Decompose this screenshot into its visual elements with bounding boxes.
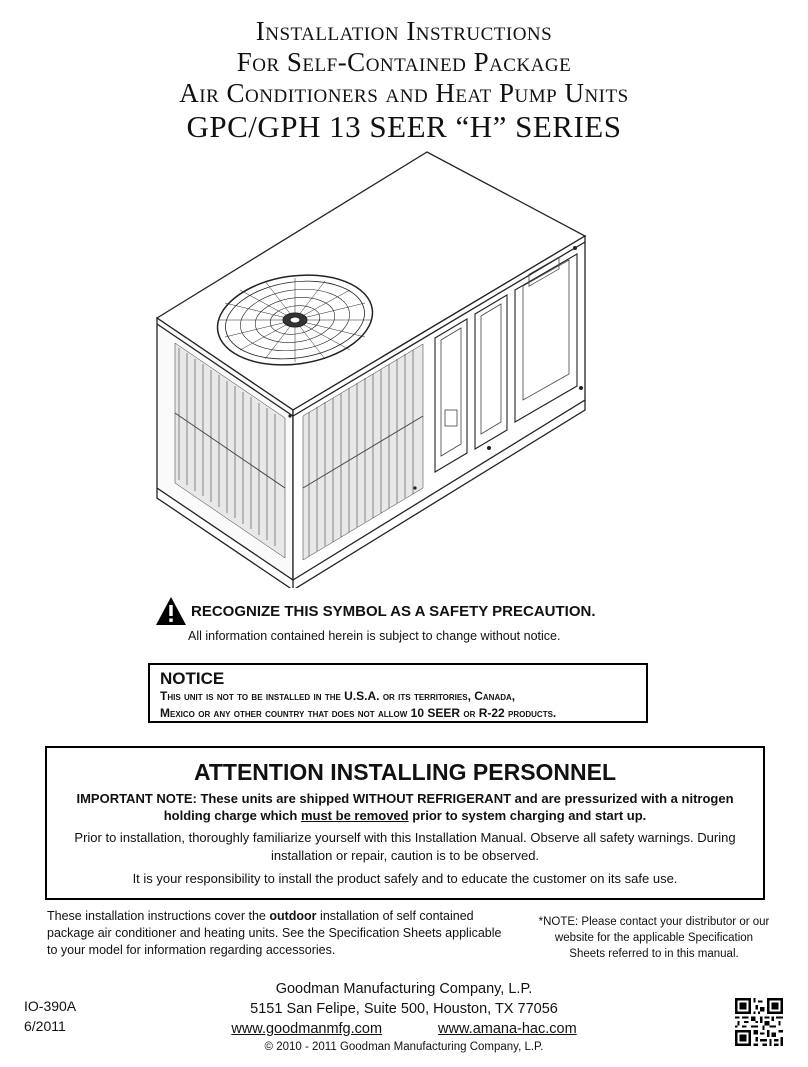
attention-title: ATTENTION INSTALLING PERSONNEL — [193, 759, 617, 785]
coverage-bold: outdoor — [269, 909, 317, 923]
title-line-2: For Self-Contained Package — [236, 47, 572, 77]
notice-line-2: Mexico or any other country that does not allow 10 SEER or R-22 products. — [160, 706, 557, 720]
document-date: 6/2011 — [24, 1018, 66, 1034]
title-line-1: Installation Instructions — [255, 16, 553, 46]
attention-box — [45, 746, 765, 900]
specification-note: *NOTE: Please contact your distributor or our website for the applicable Specification Sheets referred to in this manual. — [538, 916, 770, 960]
company-footer — [0, 979, 808, 1055]
document-id: IO-390A — [24, 998, 77, 1014]
document-title — [0, 16, 808, 145]
responsibility-paragraph: It is your responsibility to install the product safely and to educate the customer on its safe use. — [132, 871, 678, 886]
important-note — [67, 790, 743, 824]
company-links — [0, 1019, 808, 1039]
important-note-end: prior to system charging and start up. — [408, 808, 647, 823]
important-note-underlined: must be removed — [300, 808, 409, 823]
safety-symbol-text: RECOGNIZE THIS SYMBOL AS A SAFETY PRECAUTION. — [191, 602, 596, 620]
title-line-3: Air Conditioners and Heat Pump Units — [179, 78, 629, 108]
notice-title: NOTICE — [160, 669, 225, 688]
title-series: GPC/GPH 13 SEER “H” SERIES — [186, 109, 622, 144]
safety-symbol-line — [155, 596, 595, 626]
notice-line-1: This unit is not to be installed in the U.S.A. or its territories, Canada, — [160, 689, 516, 703]
coverage-paragraph — [47, 908, 507, 959]
copyright: © 2010 - 2011 Goodman Manufacturing Company, L.P. — [264, 1041, 544, 1053]
change-disclaimer: All information contained herein is subject to change without notice. — [188, 629, 561, 643]
coverage-text-end: installation of self contained package air conditioner and heating units. See the Specification Sheets applicable to your model for information regarding accessories. — [47, 909, 502, 957]
qr-code-icon — [735, 998, 783, 1046]
amana-link[interactable]: www.amana-hac.com — [438, 1021, 577, 1037]
company-name: Goodman Manufacturing Company, L.P. — [275, 981, 533, 997]
familiarize-paragraph: Prior to installation, thoroughly familiarize yourself with this Installation Manual. Observe all safety warnings. During installation or repair, caution is to be observed. — [74, 830, 736, 863]
package-unit-illustration — [145, 148, 595, 588]
warning-triangle-icon — [155, 596, 187, 626]
coverage-text: These installation instructions cover the — [47, 909, 270, 923]
notice-box — [148, 663, 648, 723]
document-id-block — [24, 996, 76, 1036]
goodman-link[interactable]: www.goodmanmfg.com — [231, 1021, 383, 1037]
important-note-text: IMPORTANT NOTE: These units are shipped WITHOUT REFRIGERANT and are pressurized with a nitrogen holding charge which — [76, 791, 734, 823]
company-address: 5151 San Felipe, Suite 500, Houston, TX 77056 — [250, 1001, 558, 1017]
